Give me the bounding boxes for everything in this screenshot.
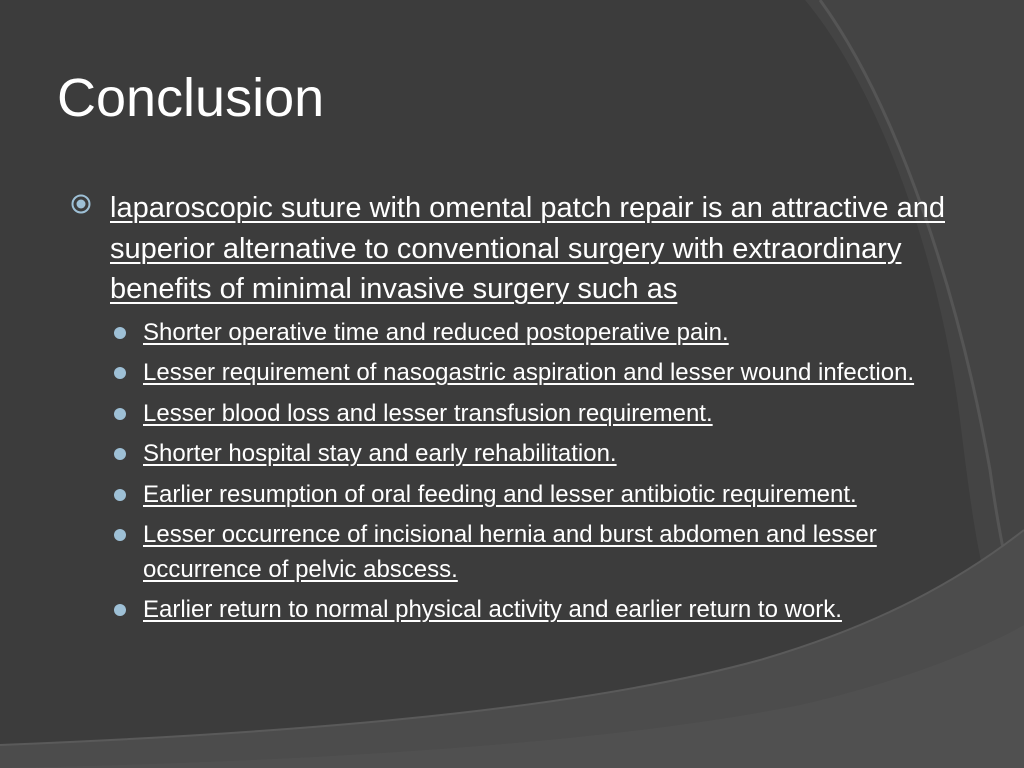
sub-point-text: Earlier return to normal physical activity and earlier return to work. — [143, 596, 842, 623]
list-item — [70, 518, 1000, 587]
slide-content — [70, 188, 1000, 628]
main-bullet-point — [70, 188, 1000, 310]
list-item — [70, 593, 1000, 628]
sub-point-list — [70, 316, 1000, 628]
circled-dot-icon — [70, 188, 110, 220]
filled-circle-icon — [114, 367, 126, 379]
list-item — [70, 478, 1000, 513]
list-item — [70, 316, 1000, 351]
filled-circle-icon — [114, 408, 126, 420]
list-item — [70, 397, 1000, 432]
sub-point-text: Lesser requirement of nasogastric aspiration and lesser wound infection. — [143, 359, 915, 386]
list-item — [70, 437, 1000, 472]
sub-point-text: Lesser occurrence of incisional hernia and burst abdomen and lesser occurrence of pelvic abscess. — [143, 521, 877, 583]
filled-circle-icon — [114, 604, 126, 616]
sub-point-text: Earlier resumption of oral feeding and lesser antibiotic requirement. — [143, 480, 857, 508]
filled-circle-icon — [114, 489, 126, 501]
slide-title: Conclusion — [57, 68, 325, 128]
sub-point-text: Shorter hospital stay and early rehabilitation. — [143, 440, 617, 467]
filled-circle-icon — [114, 529, 126, 541]
sub-point-text: Shorter operative time and reduced postoperative pain. — [143, 318, 729, 346]
list-item — [70, 356, 1000, 391]
sub-point-text: Lesser blood loss and lesser transfusion requirement. — [143, 399, 713, 427]
filled-circle-icon — [114, 327, 126, 339]
filled-circle-icon — [114, 448, 126, 460]
main-point-text: laparoscopic suture with omental patch repair is an attractive and superior alternative to conventional surgery with extraordinary benefits of minimal invasive surgery such as — [110, 192, 945, 305]
